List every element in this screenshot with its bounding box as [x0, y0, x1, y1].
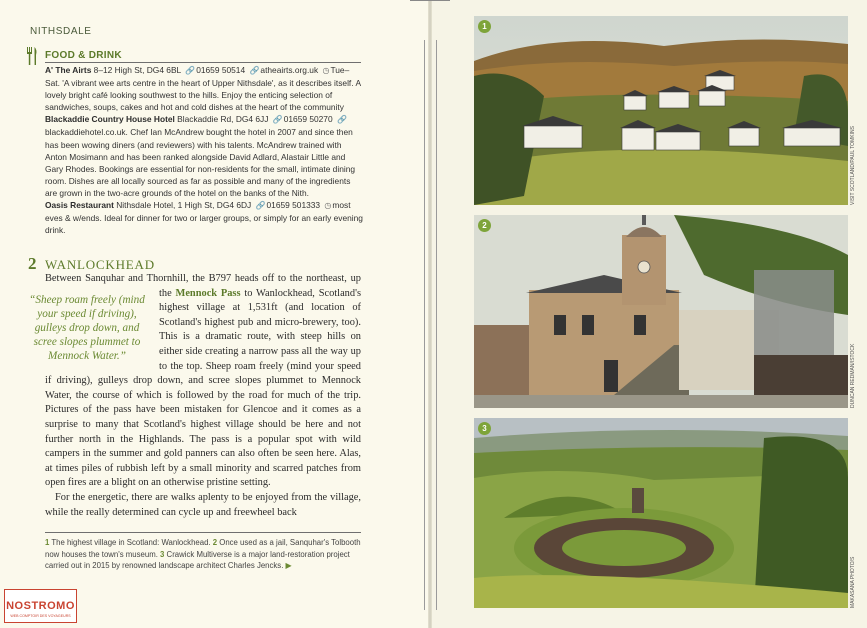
venue-name: Blackaddie Country House Hotel — [45, 114, 175, 125]
listing-airts: A' The Airts 8–12 High St, DG4 6BL 🔗01659 50514 🔗atheairts.org.uk ◷Tue–Sat. 'A vibrant wee arts centre in the heart of Upper Nithsdale', as it describes itself. A lovely bright café looking southwest to the hills. Enjoy the enticing selection of sandwiches, soups, cakes and hot and cold dishes at the heart of the community — [45, 65, 361, 113]
section-number: 2 — [28, 254, 37, 273]
web-link-icon: 🔗 — [249, 66, 260, 75]
photo-credit: VISIT SCOTLAND/PAUL TOMKINS — [850, 126, 856, 205]
venue-name: Oasis Restaurant — [45, 200, 114, 211]
photo-credit: MAKASANA PHOTO/S — [850, 556, 856, 608]
photo-number-badge: 2 — [478, 219, 491, 232]
phone-link-icon: 🔗 — [185, 66, 196, 75]
place-highlight: Mennock Pass — [175, 287, 241, 299]
food-drink-listings — [45, 64, 363, 236]
website-link[interactable]: blackaddiehotel.co.uk. — [45, 127, 128, 138]
clock-icon: ◷ — [324, 201, 332, 211]
next-arrow-icon: ▶ — [285, 561, 292, 571]
website-link[interactable]: atheairts.org.uk — [260, 65, 319, 75]
nostromo-logo: NOSTROMO WEB COMPTOIR DES VOYAGEURS — [4, 589, 77, 623]
section-title: WANLOCKHEAD — [45, 257, 155, 272]
phone-number[interactable]: 01659 50514 — [196, 65, 246, 75]
paragraph-2: For the energetic, there are walks aplenty to be enjoyed from the village, while the really determined can cycle up and freewheel back — [45, 491, 361, 518]
clock-icon: ◷ — [322, 66, 330, 75]
photo-tolbooth — [474, 215, 848, 408]
web-link-icon: 🔗 — [336, 115, 347, 125]
photo-number-badge: 3 — [478, 422, 491, 435]
gutter-rule-left — [424, 40, 425, 610]
photo-number-badge: 1 — [478, 20, 491, 33]
food-drink-heading: FOOD & DRINK — [45, 50, 122, 61]
section-body — [29, 272, 361, 520]
phone-number[interactable]: 01659 501333 — [266, 200, 321, 211]
running-head: NITHSDALE — [30, 26, 92, 37]
phone-link-icon: 🔗 — [272, 115, 283, 125]
book-gutter — [428, 0, 432, 628]
photo-crawick-multiverse — [474, 418, 848, 608]
fork-knife-icon — [26, 47, 38, 65]
paragraph-1: Between Sanquhar and Thornhill, the B797 heads off to the northeast, up the Mennock Pass “Sheep roam freely (mind your speed if driving), gulleys drop down, and scree slopes plummet to Mennock Water.” to Wanlockhead, Scotland's highest village at 1,531ft (and location of Scotland's highest pub and micro-brewery, too). This is a dramatic route, with steep hills on either side creating a narrow pass all the way up to the top. Sheep roam freely (mind your speed if driving), gulleys drop down, and scree slopes plummet to Mennock Water, the course of which is followed by the road for much of the trip. Pictures of the pass have been mistaken for Glencoe and it comes as a surprise to many that Scotland's highest village should be here and not further north in the Highlands. The pass is a popular spot with wild campers in the summer and gold panners can also often be seen here. Alas, at times piles of rubbish left by a small minority and scarred patches from open fires are a blight on an otherwise pristine setting. — [45, 272, 361, 491]
heading-rule — [45, 62, 361, 63]
photo-captions: 1 The highest village in Scotland: Wanlockhead. 2 Once used as a jail, Sanquhar's Tolbooth now houses the town's museum. 3 Crawick Multiverse is a major land-restoration project carried out in 2015 by renowned landscape architect Charles Jencks. ▶ — [45, 538, 361, 571]
gutter-rule-right — [436, 40, 437, 610]
listing-blackaddie: Blackaddie Country House Hotel Blackaddie Rd, DG4 6JJ 🔗01659 50270 🔗blackaddiehotel.co.uk. Chef Ian McAndrew bought the hotel in 2007 and since then has been wowing diners (and reviewers) with his talents. McAndrew trained with Anton Mosimann and has been ranked alongside David Adlard, Alastair Little and Gary Rhodes. Bookings are essential for non-residents for the small, intimate dining room. Dishes are all locally sourced as far as possible and many of the ingredients are grown in the two-acre grounds of the hotel on the banks of the Nith. — [45, 114, 356, 198]
top-rule — [410, 0, 450, 1]
photo-credit: DUNCAN REDMAN/ISTOCK — [850, 343, 856, 408]
phone-link-icon: 🔗 — [255, 201, 266, 211]
pull-quote: “Sheep roam freely (mind your speed if driving), gulleys drop down, and scree slopes plummet to Mennock Water.” — [29, 293, 145, 362]
photo-wanlockhead — [474, 16, 848, 205]
listing-oasis: Oasis Restaurant Nithsdale Hotel, 1 High St, DG4 6DJ 🔗01659 501333 ◷most eves & w/ends. Ideal for dinner for two or larger groups, or simply for an early evening drink. — [45, 200, 363, 236]
phone-number[interactable]: 01659 50270 — [283, 114, 333, 125]
caption-rule — [45, 532, 361, 533]
venue-name: A' The Airts — [45, 65, 92, 75]
